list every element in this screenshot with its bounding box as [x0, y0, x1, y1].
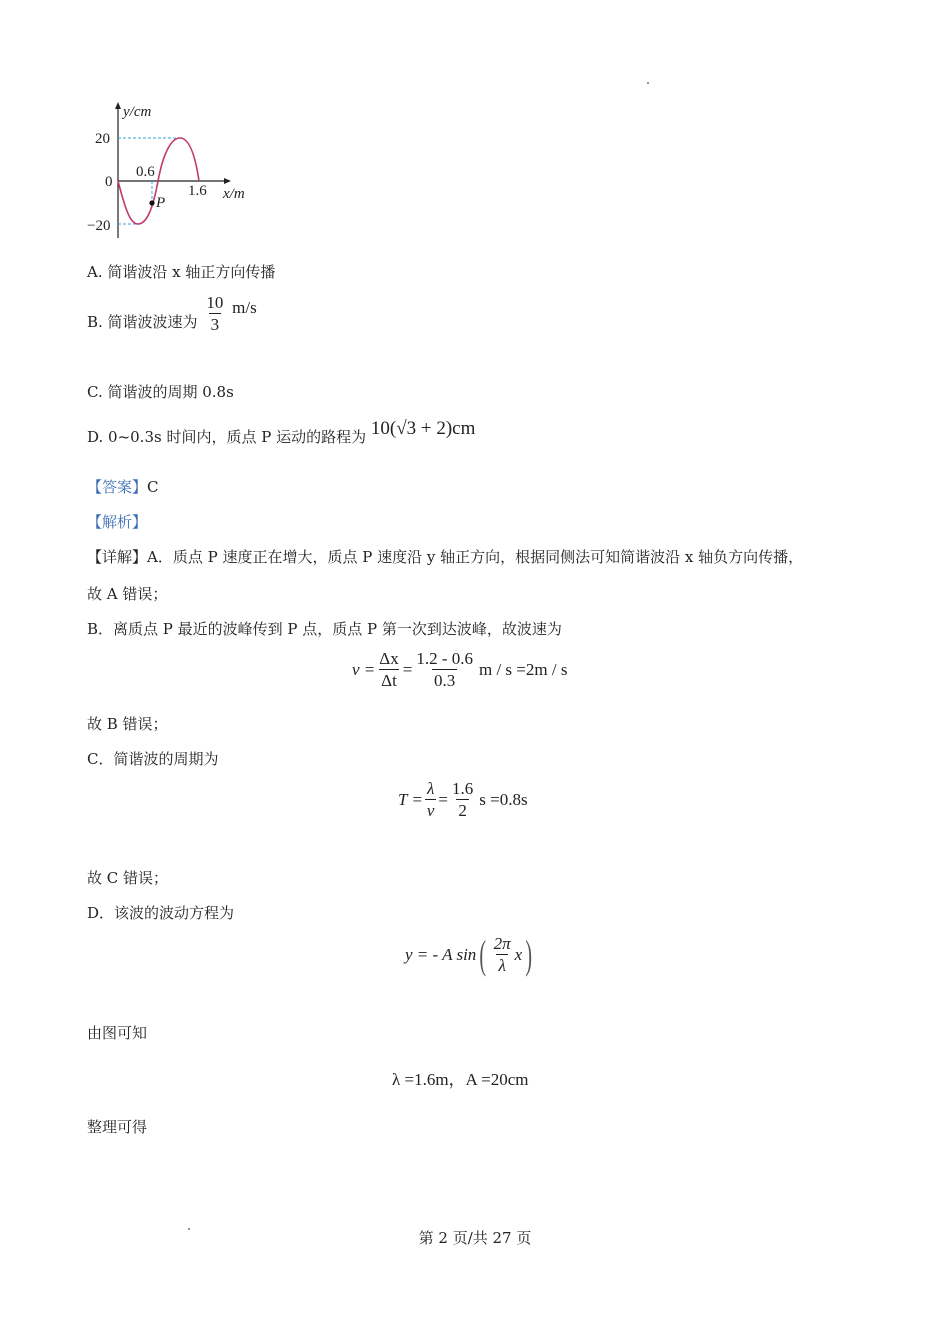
option-a: A. 简谐波沿 x 轴正方向传播	[87, 263, 276, 281]
eq-w-x: x	[514, 944, 523, 964]
y-axis-label: y/cm	[123, 104, 152, 120]
eq-v-frac1-num: Δx	[379, 649, 399, 668]
eq-t-frac2-den: 2	[458, 801, 467, 821]
detail-c-conclusion: 故 C 错误；	[87, 869, 169, 887]
x-tick-16: 1.6	[188, 183, 207, 199]
option-b-unit: m/s	[232, 297, 257, 317]
detail-b-intro: B．离质点 P 最近的波峰传到 P 点，质点 P 第一次到达波峰，故波速为	[87, 620, 562, 638]
detail-d-intro: D．该波的波动方程为	[87, 904, 235, 922]
detail-line2: 故 A 错误；	[87, 585, 168, 603]
eq-t-frac1	[425, 778, 437, 822]
x-axis-arrow	[224, 178, 231, 184]
detail-c-intro: C．简谐波的周期为	[87, 750, 219, 768]
option-b-prefix: B. 简谐波波速为	[87, 313, 198, 332]
option-d-prefix: D. 0~0.3s 时间内，质点 P 运动的路程为	[87, 428, 367, 446]
page-footer: 第 2 页/共 27 页	[418, 1229, 532, 1247]
equation-period	[398, 778, 528, 822]
eq-v-frac1	[377, 648, 400, 692]
eq-w-rparen: )	[525, 931, 533, 977]
option-c: C. 简谐波的周期 0.8s	[87, 383, 234, 401]
eq-v-frac1-den: Δt	[381, 671, 397, 691]
eq-v-frac2	[414, 648, 475, 692]
answer-line	[87, 476, 159, 497]
eq-w-frac-den: λ	[498, 956, 506, 976]
detail-line1: 【详解】A．质点 P 速度正在增大，质点 P 速度沿 y 轴正方向，根据同侧法可知简谐波沿 x 轴负方向传播，	[87, 548, 804, 566]
answer-label: 【答案】	[87, 478, 148, 496]
eq-v-rest: m / s =2m / s	[478, 659, 568, 679]
eq-v-lhs: v =	[352, 659, 376, 679]
eq-t-frac2	[450, 778, 475, 822]
analysis-label: 【解析】	[87, 513, 148, 531]
equation-velocity	[352, 648, 567, 692]
x-axis-label: x/m	[223, 186, 245, 202]
decor-dot	[647, 82, 649, 84]
y-tick-0: 0	[105, 174, 113, 190]
option-b-fraction	[204, 292, 225, 336]
point-p	[149, 200, 154, 205]
eq-v-frac2-den: 0.3	[434, 671, 456, 691]
option-d-expr: 10(√3 + 2)cm	[370, 418, 476, 439]
detail-arrange: 整理可得	[87, 1118, 148, 1136]
y-tick-neg20: −20	[87, 218, 111, 234]
option-b-num: 10	[206, 293, 224, 312]
x-tick-06: 0.6	[136, 164, 155, 180]
eq-t-lhs: T =	[398, 789, 423, 809]
option-b	[87, 292, 257, 336]
y-axis-arrow	[115, 102, 121, 109]
eq-w-lparen: (	[479, 931, 487, 977]
eq-v-equals: =	[402, 659, 413, 679]
eq-w-frac	[492, 933, 513, 977]
eq-w-frac-num: 2π	[493, 934, 511, 953]
y-tick-20: 20	[95, 131, 110, 147]
eq-t-frac2-num: 1.6	[452, 779, 474, 798]
eq-w-lhs: y = - A sin	[405, 944, 477, 964]
wave-graph	[85, 98, 275, 248]
eq-t-frac1-den: v	[426, 801, 435, 821]
option-b-den: 3	[210, 315, 220, 335]
detail-b-conclusion: 故 B 错误；	[87, 715, 168, 733]
option-d	[87, 418, 476, 446]
eq-t-frac1-num: λ	[426, 779, 435, 798]
eq-v-frac2-num: 1.2 - 0.6	[416, 649, 473, 668]
answer-value: C	[147, 478, 159, 496]
eq-t-equals: =	[438, 789, 449, 809]
detail-from-graph: 由图可知	[87, 1024, 148, 1042]
point-p-label: P	[156, 195, 166, 211]
equation-lambda: λ =1.6m，A =20cm	[392, 1070, 529, 1089]
equation-wave	[405, 933, 536, 977]
eq-t-rest: s =0.8s	[479, 789, 528, 809]
